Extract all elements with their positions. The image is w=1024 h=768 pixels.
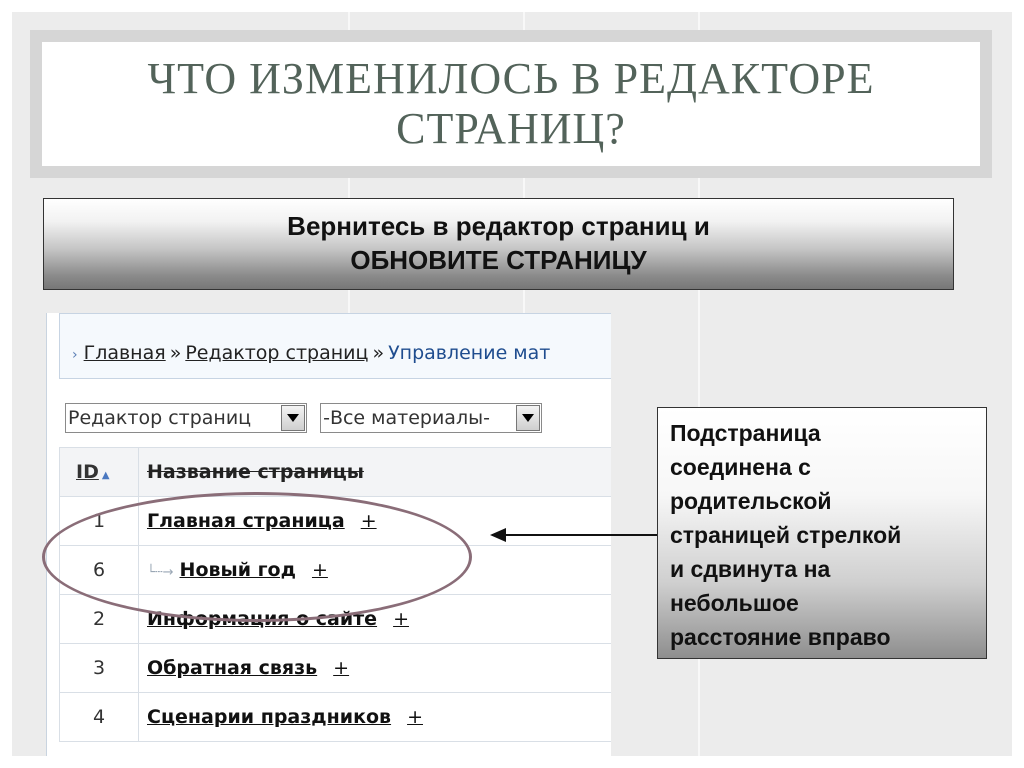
explanation-note xyxy=(657,407,987,659)
note-line: расстояние вправо xyxy=(670,624,891,650)
editor-select-value: Редактор страниц xyxy=(68,407,252,429)
subpage-connector-icon: └┄→ xyxy=(147,565,174,580)
filter-bar xyxy=(65,403,550,433)
add-subpage-button[interactable]: + xyxy=(333,657,350,679)
slide xyxy=(12,12,1012,756)
slide-title-line-2: СТРАНИЦ? xyxy=(396,104,626,153)
editor-select[interactable] xyxy=(65,403,307,433)
pointer-arrow-line xyxy=(492,534,657,536)
note-line: страницей стрелкой xyxy=(670,522,902,548)
add-subpage-button[interactable]: + xyxy=(360,510,377,532)
page-link[interactable]: Сценарии праздников xyxy=(147,706,392,728)
breadcrumb-separator: » xyxy=(169,342,182,364)
name-column-header: Название страницы xyxy=(139,448,612,497)
arrow-left-icon xyxy=(490,528,506,542)
materials-select[interactable] xyxy=(320,403,542,433)
banner-line-1: Вернитесь в редактор страниц и xyxy=(287,211,710,241)
chevron-right-icon: › xyxy=(72,347,78,363)
slide-title xyxy=(147,54,874,154)
breadcrumb-home-link[interactable]: Главная xyxy=(83,342,166,364)
breadcrumb-page-editor-link[interactable]: Редактор страниц xyxy=(185,342,369,364)
table-header-row xyxy=(60,448,612,497)
dropdown-arrow-icon[interactable] xyxy=(516,405,540,431)
instruction-banner xyxy=(43,198,954,290)
page-link[interactable]: Обратная связь xyxy=(147,657,318,679)
dropdown-arrow-icon[interactable] xyxy=(281,405,305,431)
add-subpage-button[interactable]: + xyxy=(407,706,423,728)
slide-title-line-1: ЧТО ИЗМЕНИЛОСЬ В РЕДАКТОРЕ xyxy=(147,54,875,103)
add-subpage-button[interactable]: + xyxy=(393,608,409,630)
row-id: 3 xyxy=(60,644,139,693)
note-line: родительской xyxy=(670,488,832,514)
row-id: 6 xyxy=(60,546,139,595)
breadcrumb-separator: » xyxy=(372,342,385,364)
row-id: 4 xyxy=(60,693,139,742)
note-line: и сдвинута на xyxy=(670,556,831,582)
note-line: Подстраница xyxy=(670,420,821,446)
row-id: 2 xyxy=(60,595,139,644)
breadcrumb xyxy=(59,313,611,379)
table-row xyxy=(60,693,612,742)
note-line: небольшое xyxy=(670,590,799,616)
banner-line-2: ОБНОВИТЕ СТРАНИЦУ xyxy=(350,245,647,275)
page-link[interactable]: Новый год xyxy=(179,559,296,581)
row-id: 1 xyxy=(60,497,139,546)
page-link[interactable]: Информация о сайте xyxy=(147,608,378,630)
sort-asc-icon: ▲ xyxy=(101,470,110,481)
materials-select-value: -Все материалы- xyxy=(323,407,490,429)
breadcrumb-current: Управление мат xyxy=(388,342,551,364)
add-subpage-button[interactable]: + xyxy=(311,559,328,581)
title-frame xyxy=(30,30,992,178)
id-column-header[interactable]: ID ▲ xyxy=(60,448,139,497)
highlight-oval xyxy=(42,492,472,622)
title-box xyxy=(42,42,980,166)
page-link[interactable]: Главная страница xyxy=(147,510,345,532)
note-line: соединена с xyxy=(670,454,811,480)
table-row xyxy=(60,644,612,693)
